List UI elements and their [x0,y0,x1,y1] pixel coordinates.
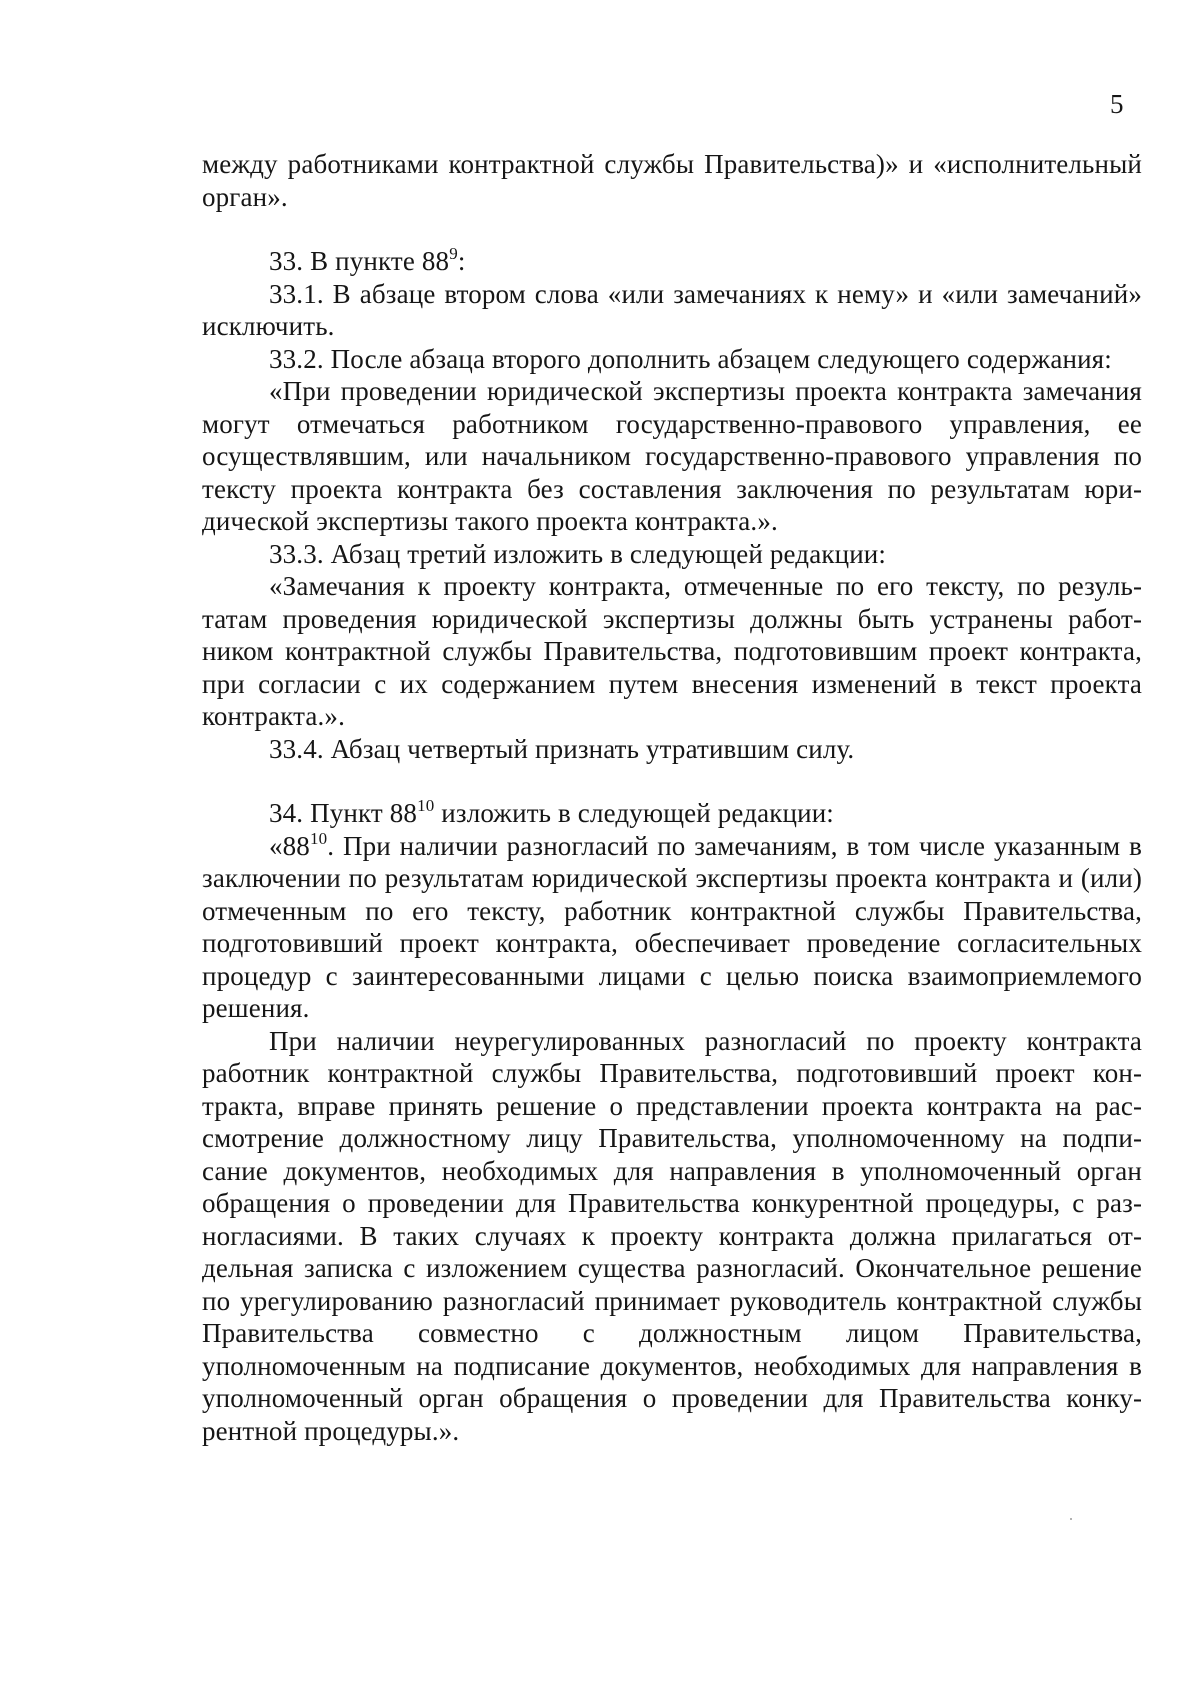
page-number: 5 [1110,89,1124,119]
paragraph-33-superscript: 9 [449,244,458,263]
paragraph-34-quote-2: При наличии неурегулированных разногласий по проекту контракта работник контрактной службы Правительства, подготовивший проект контракта, вправе принять решение о представлении проекта контракта на рассмотрение должностному лицу Правительства, уполномоченному на подписание документов, необходимых для направления в уполномоченный орган обращения о проведении для Правительства конкурентной процедуры, с разногласиями. В таких случаях к проекту контракта должна прилагаться отдельная записка с изложением существа разногласий. Окончательное решение по урегулированию разногласий принимает руководитель контрактной службы Правительства совместно с должностным лицом Правительства, уполномоченным на подписание документов, необходимых для направления в уполномоченный орган обращения о проведении для Правительства конкурентной процедуры.». [202,1025,1142,1446]
paragraph-34-quote-superscript: 10 [309,828,328,848]
paragraph-34-quote-text: . При наличии разногласий по замечаниям, в том числе указанным в заключении по результатам юридической экспертизы проекта контракта и (или) отмеченным по его тексту, работник контрактной службы Правительства, подготовивший проект контракта, обеспечивает проведение согласительных процедур с заинтересованными лицами с целью поиска взаимоприемлемого решения. [202,830,1142,1023]
paragraph-34-heading-tail: изложить в следующей редакции: [434,798,834,828]
paragraph-33-3-quote: «Замечания к проекту контракта, отмеченные по его тексту, по результатам проведения юридической экспертизы должны быть устранены работником контрактной службы Правительства, подготовившим проект контракта, при согласии с их содержанием путем внесения изменений в текст проекта контракта.». [202,571,1142,731]
paragraph-intro: между работниками контрактной службы Правительства)» и «исполнительный орган». [202,149,1142,212]
paragraph-33-3: 33.3. Абзац третий изложить в следующей редакции: [269,538,887,569]
paragraph-33-4: 33.4. Абзац четвертый признать утратившим силу. [269,733,855,764]
document-body [202,148,1142,1447]
paragraph-33-heading [202,245,1142,278]
paragraph-34-quote-lead: «88 [269,830,310,861]
scan-speck [1070,1518,1072,1520]
paragraph-34-heading-text: 34. Пункт 88 [269,798,418,828]
paragraph-33-2-quote: «При проведении юридической экспертизы проекта контракта замечания могут отмечаться работником государственно-правового управления, ее осуществлявшим, или начальником государственно-правового управления по тексту проекта контракта без составления заключения по результатам юридической экспертизы такого проекта контракта.». [202,376,1142,536]
paragraph-34-superscript: 10 [417,796,435,815]
paragraph-33-2: 33.2. После абзаца второго дополнить абзацем следующего содержания: [269,343,1112,374]
paragraph-34-quote [202,830,1142,1025]
paragraph-33-heading-text: 33. В пункте 88 [269,246,450,276]
paragraph-34-heading [202,797,1142,830]
paragraph-33-1: 33.1. В абзаце втором слова «или замечаниях к нему» и «или замечаний» исключить. [202,278,1142,341]
paragraph-33-heading-tail: : [457,246,466,276]
